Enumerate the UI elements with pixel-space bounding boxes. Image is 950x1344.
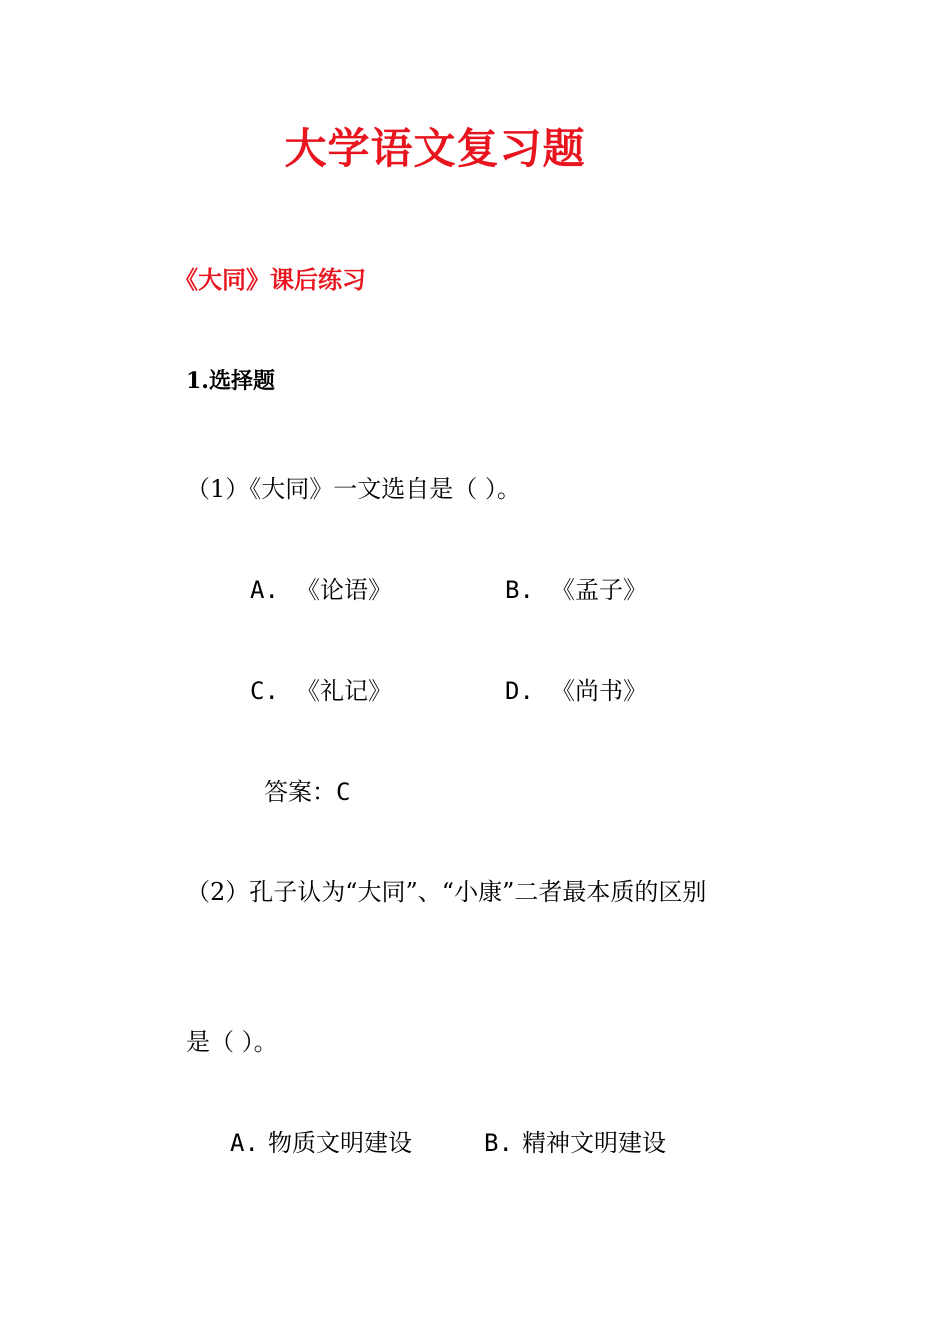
- option-letter: C.: [250, 677, 279, 705]
- option-letter: B.: [484, 1129, 513, 1157]
- option-text: 《孟子》: [551, 576, 647, 604]
- question-1-option-a: [250, 578, 392, 602]
- question-1-option-b: [505, 578, 647, 602]
- question-1-answer: [264, 780, 350, 804]
- question-2-stem-line-1: （2）孔子认为“大同”、“小康”二者最本质的区别: [186, 878, 707, 906]
- answer-value: C: [336, 778, 351, 806]
- option-text: 《尚书》: [551, 677, 647, 705]
- question-2-option-b: [484, 1131, 666, 1155]
- question-2-stem-line-2: 是（ ）。: [186, 1028, 278, 1056]
- option-text: 《礼记》: [296, 677, 392, 705]
- option-letter: A.: [230, 1129, 259, 1157]
- question-1-option-d: [505, 679, 647, 703]
- question-1-option-c: [250, 679, 392, 703]
- question-2-option-a: [230, 1131, 412, 1155]
- answer-label: 答案：: [264, 778, 336, 806]
- option-text: 物质文明建设: [268, 1129, 412, 1157]
- option-letter: B.: [505, 576, 534, 604]
- option-text: 精神文明建设: [522, 1129, 666, 1157]
- question-type-heading: 1.选择题: [186, 368, 275, 394]
- section-title: 《大同》课后练习: [174, 265, 366, 294]
- option-letter: A.: [250, 576, 279, 604]
- option-text: 《论语》: [296, 576, 392, 604]
- option-letter: D.: [505, 677, 534, 705]
- question-1-stem: （1）《大同》一文选自是（ ）。: [186, 475, 521, 503]
- document-title: 大学语文复习题: [284, 124, 586, 173]
